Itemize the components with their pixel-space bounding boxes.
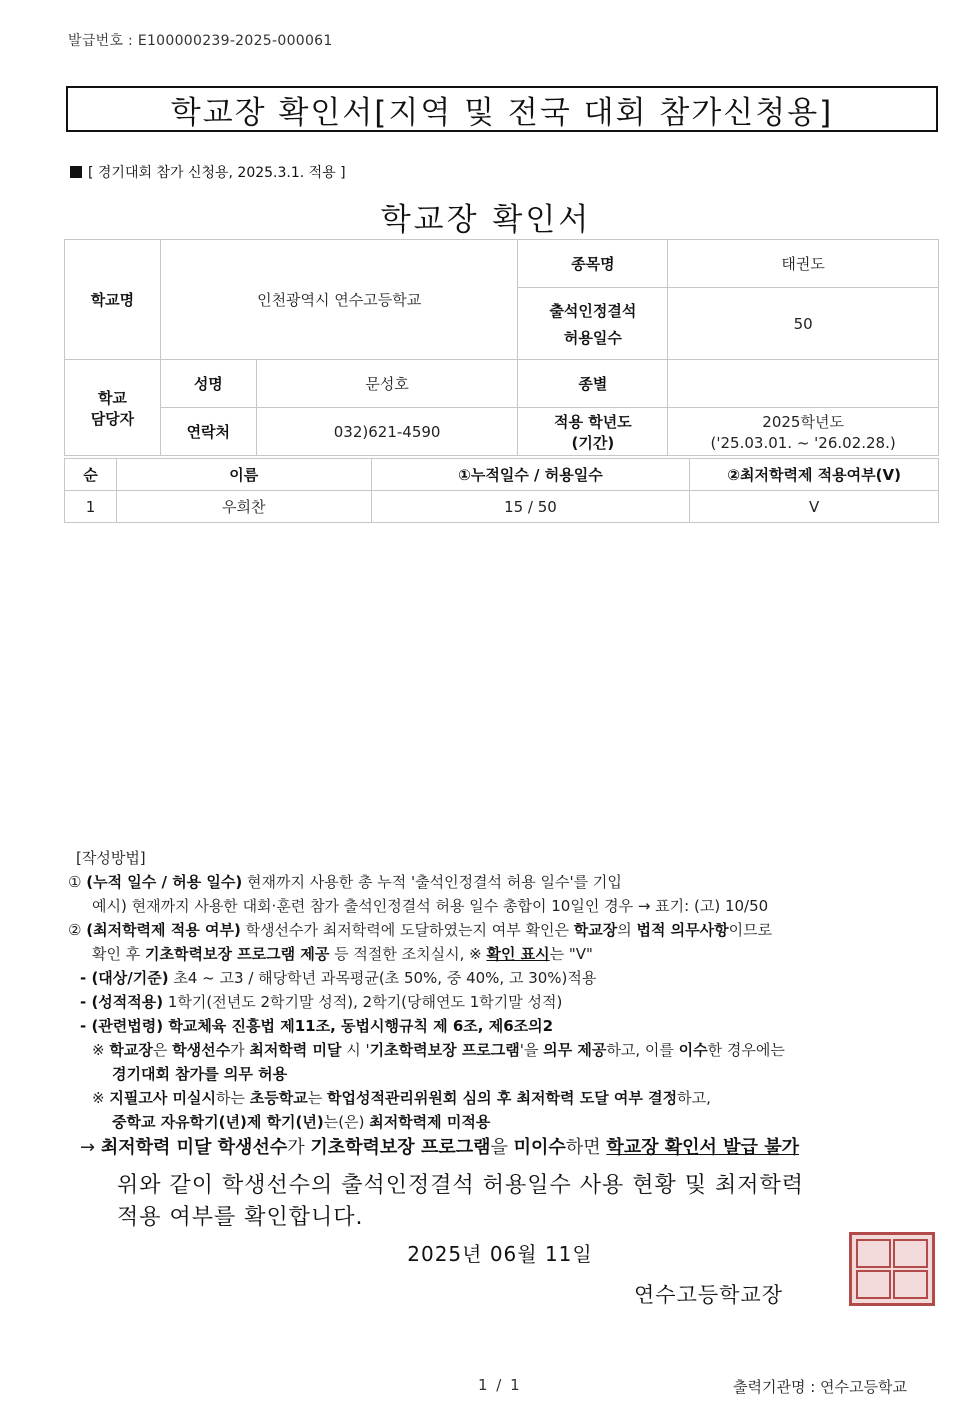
- contact-value: 032)621-4590: [256, 408, 518, 456]
- statement-line-1: 위와 같이 학생선수의 출석인정결석 허용일수 사용 현황 및 최저학력: [117, 1173, 805, 1198]
- s2-f: 학업성적관리위원회 심의 후 최저학력 도달 여부 결정: [326, 1089, 678, 1107]
- s1-f: 최저학력 미달: [249, 1041, 342, 1059]
- s2-g: 하고,: [677, 1089, 711, 1107]
- n2-text-a: 학생선수가 최저학력에 도달하였는지 여부 확인은: [240, 921, 574, 939]
- s2-l2-a: 중학교 자유학기(년)제 학기(년): [112, 1113, 324, 1131]
- sport-label: 종목명: [518, 240, 668, 288]
- info-table: [64, 239, 939, 456]
- s2-e: 는: [307, 1089, 327, 1107]
- s1-m: 한 경우에는: [707, 1041, 785, 1059]
- final-a: →: [80, 1137, 101, 1158]
- issue-number: 발급번호 : E100000239-2025-000061: [68, 33, 333, 49]
- d2-text: 1학기(전년도 2학기말 성적), 2학기(당해연도 1학기말 성적): [163, 993, 563, 1011]
- writing-guide: [68, 846, 799, 1160]
- d1-bold: - (대상/기준): [80, 969, 169, 987]
- num-1: ①: [68, 873, 82, 891]
- year-value-1: 2025학년도: [762, 413, 844, 431]
- output-organization: 출력기관명 : 연수고등학교: [733, 1378, 907, 1396]
- category-label: 종별: [518, 360, 668, 408]
- n2-l2-b: 등 적절한 조치실시, ※: [329, 945, 487, 963]
- official-seal-icon: [849, 1232, 935, 1306]
- s1-e: 가: [230, 1041, 250, 1059]
- s2-c: 하는: [216, 1089, 250, 1107]
- n2-text-e: 이므로: [728, 921, 773, 939]
- s1-i: '을: [519, 1041, 544, 1059]
- final-b: 최저학력 미달 학생선수: [100, 1137, 288, 1158]
- row-name: 우희찬: [116, 491, 371, 523]
- s1-b: 학교장: [109, 1041, 153, 1059]
- student-table: [64, 458, 939, 523]
- d3-bold: - (관련법령) 학교체육 진흥법 제11조, 동법시행규칙 제 6조, 제6조의2: [80, 1017, 554, 1035]
- square-bullet-icon: [70, 166, 82, 178]
- absence-label: [518, 288, 668, 360]
- signer: 연수고등학교장: [634, 1283, 784, 1307]
- n2-l2-c: 는 "V": [549, 945, 593, 963]
- confirmation-statement: [117, 1170, 804, 1234]
- school-value: 인천광역시 연수고등학교: [160, 240, 518, 360]
- manager-label: [65, 360, 161, 456]
- sport-value: 태권도: [668, 240, 939, 288]
- year-value-2: ('25.03.01. ~ '26.02.28.): [710, 434, 896, 452]
- n2-bold-b: 학교장: [573, 921, 618, 939]
- s1-d: 학생선수: [172, 1041, 231, 1059]
- s1-a: ※: [92, 1041, 110, 1059]
- col-header-name: 이름: [116, 459, 371, 491]
- d1-text: 초4 ~ 고3 / 해당학년 과목평균(초 50%, 중 40%, 고 30%)적용: [168, 969, 597, 987]
- name-label: 성명: [160, 360, 256, 408]
- section-tag: [70, 162, 346, 182]
- table-row: [65, 491, 939, 523]
- n2-l2-bold: 기초학력보장 프로그램 제공: [145, 945, 330, 963]
- sub-note-1: [68, 1038, 799, 1062]
- document-title: 학교장 확인서[지역 및 전국 대회 참가신청용]: [66, 86, 938, 132]
- year-label-1: 적용 학년도: [554, 412, 632, 431]
- d2-bold: - (성적적용): [80, 993, 164, 1011]
- final-d: 기초학력보장 프로그램: [310, 1137, 491, 1158]
- final-c: 가: [287, 1137, 311, 1158]
- contact-label: 연락처: [160, 408, 256, 456]
- s2-d: 초등학교: [249, 1089, 308, 1107]
- guide-item-1-example: 예시) 현재까지 사용한 대회·훈련 참가 출석인정결석 허용 일수 총합이 10일인 경우 → 표기: (고) 10/50: [92, 897, 769, 915]
- guide-item-2: [68, 918, 799, 942]
- s1-c: 은: [152, 1041, 173, 1059]
- manager-label-2: 담당자: [90, 409, 135, 428]
- name-value: 문성호: [256, 360, 518, 408]
- manager-label-1: 학교: [97, 388, 127, 407]
- n2-text-c: 의: [617, 921, 637, 939]
- issue-date: 2025년 06월 11일: [407, 1242, 593, 1266]
- detail-2: [68, 990, 799, 1014]
- s1-g: 시 ': [341, 1041, 370, 1059]
- final-f: 미이수: [513, 1137, 566, 1158]
- s1-h: 기초학력보장 프로그램: [369, 1041, 520, 1059]
- row-no: 1: [65, 491, 117, 523]
- school-label: 학교명: [65, 240, 161, 360]
- sub-note-2: [68, 1086, 799, 1110]
- n2-l2-underline: 확인 표시: [486, 945, 550, 963]
- page-number: 1 / 1: [478, 1376, 522, 1394]
- absence-value: 50: [668, 288, 939, 360]
- n1-bold: (누적 일수 / 허용 일수): [86, 873, 243, 891]
- detail-3: [68, 1014, 799, 1038]
- final-h: 학교장 확인서 발급 불가: [606, 1137, 799, 1158]
- s1-k: 하고, 이를: [606, 1041, 679, 1059]
- absence-label-1: 출석인정결석: [549, 301, 637, 320]
- n1-text: 현재까지 사용한 총 누적 '출석인정결석 허용 일수'를 기입: [242, 873, 622, 891]
- year-value: [668, 408, 939, 456]
- s2-l2-b: 는(은): [323, 1113, 370, 1131]
- s2-l2-c: 최저학력제 미적용: [369, 1113, 491, 1131]
- category-value: [668, 360, 939, 408]
- s2-a: ※: [92, 1089, 110, 1107]
- doc-heading: 학교장 확인서: [380, 202, 592, 238]
- col-header-applied: ②최저학력제 적용여부(V): [690, 459, 939, 491]
- row-days: 15 / 50: [371, 491, 690, 523]
- absence-label-2: 허용일수: [563, 328, 622, 347]
- row-applied: V: [690, 491, 939, 523]
- s2-b: 지필고사 미실시: [109, 1089, 216, 1107]
- final-g: 하면: [565, 1137, 607, 1158]
- col-header-days: ①누적일수 / 허용일수: [371, 459, 690, 491]
- guide-item-1: [68, 870, 799, 894]
- col-header-no: 순: [65, 459, 117, 491]
- year-label-2: (기간): [571, 433, 615, 452]
- sub-note-1-line2: [68, 1062, 799, 1086]
- s1-j: 의무 제공: [543, 1041, 607, 1059]
- statement-line-2: 적용 여부를 확인합니다.: [117, 1205, 364, 1230]
- s1-l: 이수: [678, 1041, 708, 1059]
- guide-heading: [작성방법]: [76, 849, 146, 867]
- final-note: [68, 1136, 799, 1160]
- section-tag-text: [ 경기대회 참가 신청용, 2025.3.1. 적용 ]: [88, 165, 346, 181]
- sub-note-2-line2: [68, 1110, 799, 1134]
- guide-item-2-line2: [68, 942, 799, 966]
- year-label: [518, 408, 668, 456]
- n2-l2-a: 확인 후: [92, 945, 146, 963]
- n2-bold: (최저학력제 적용 여부): [86, 921, 241, 939]
- n2-bold-d: 법적 의무사항: [636, 921, 729, 939]
- s1-line2: 경기대회 참가를 의무 허용: [112, 1065, 288, 1083]
- detail-1: [68, 966, 799, 990]
- final-e: 을: [490, 1137, 514, 1158]
- num-2: ②: [68, 921, 82, 939]
